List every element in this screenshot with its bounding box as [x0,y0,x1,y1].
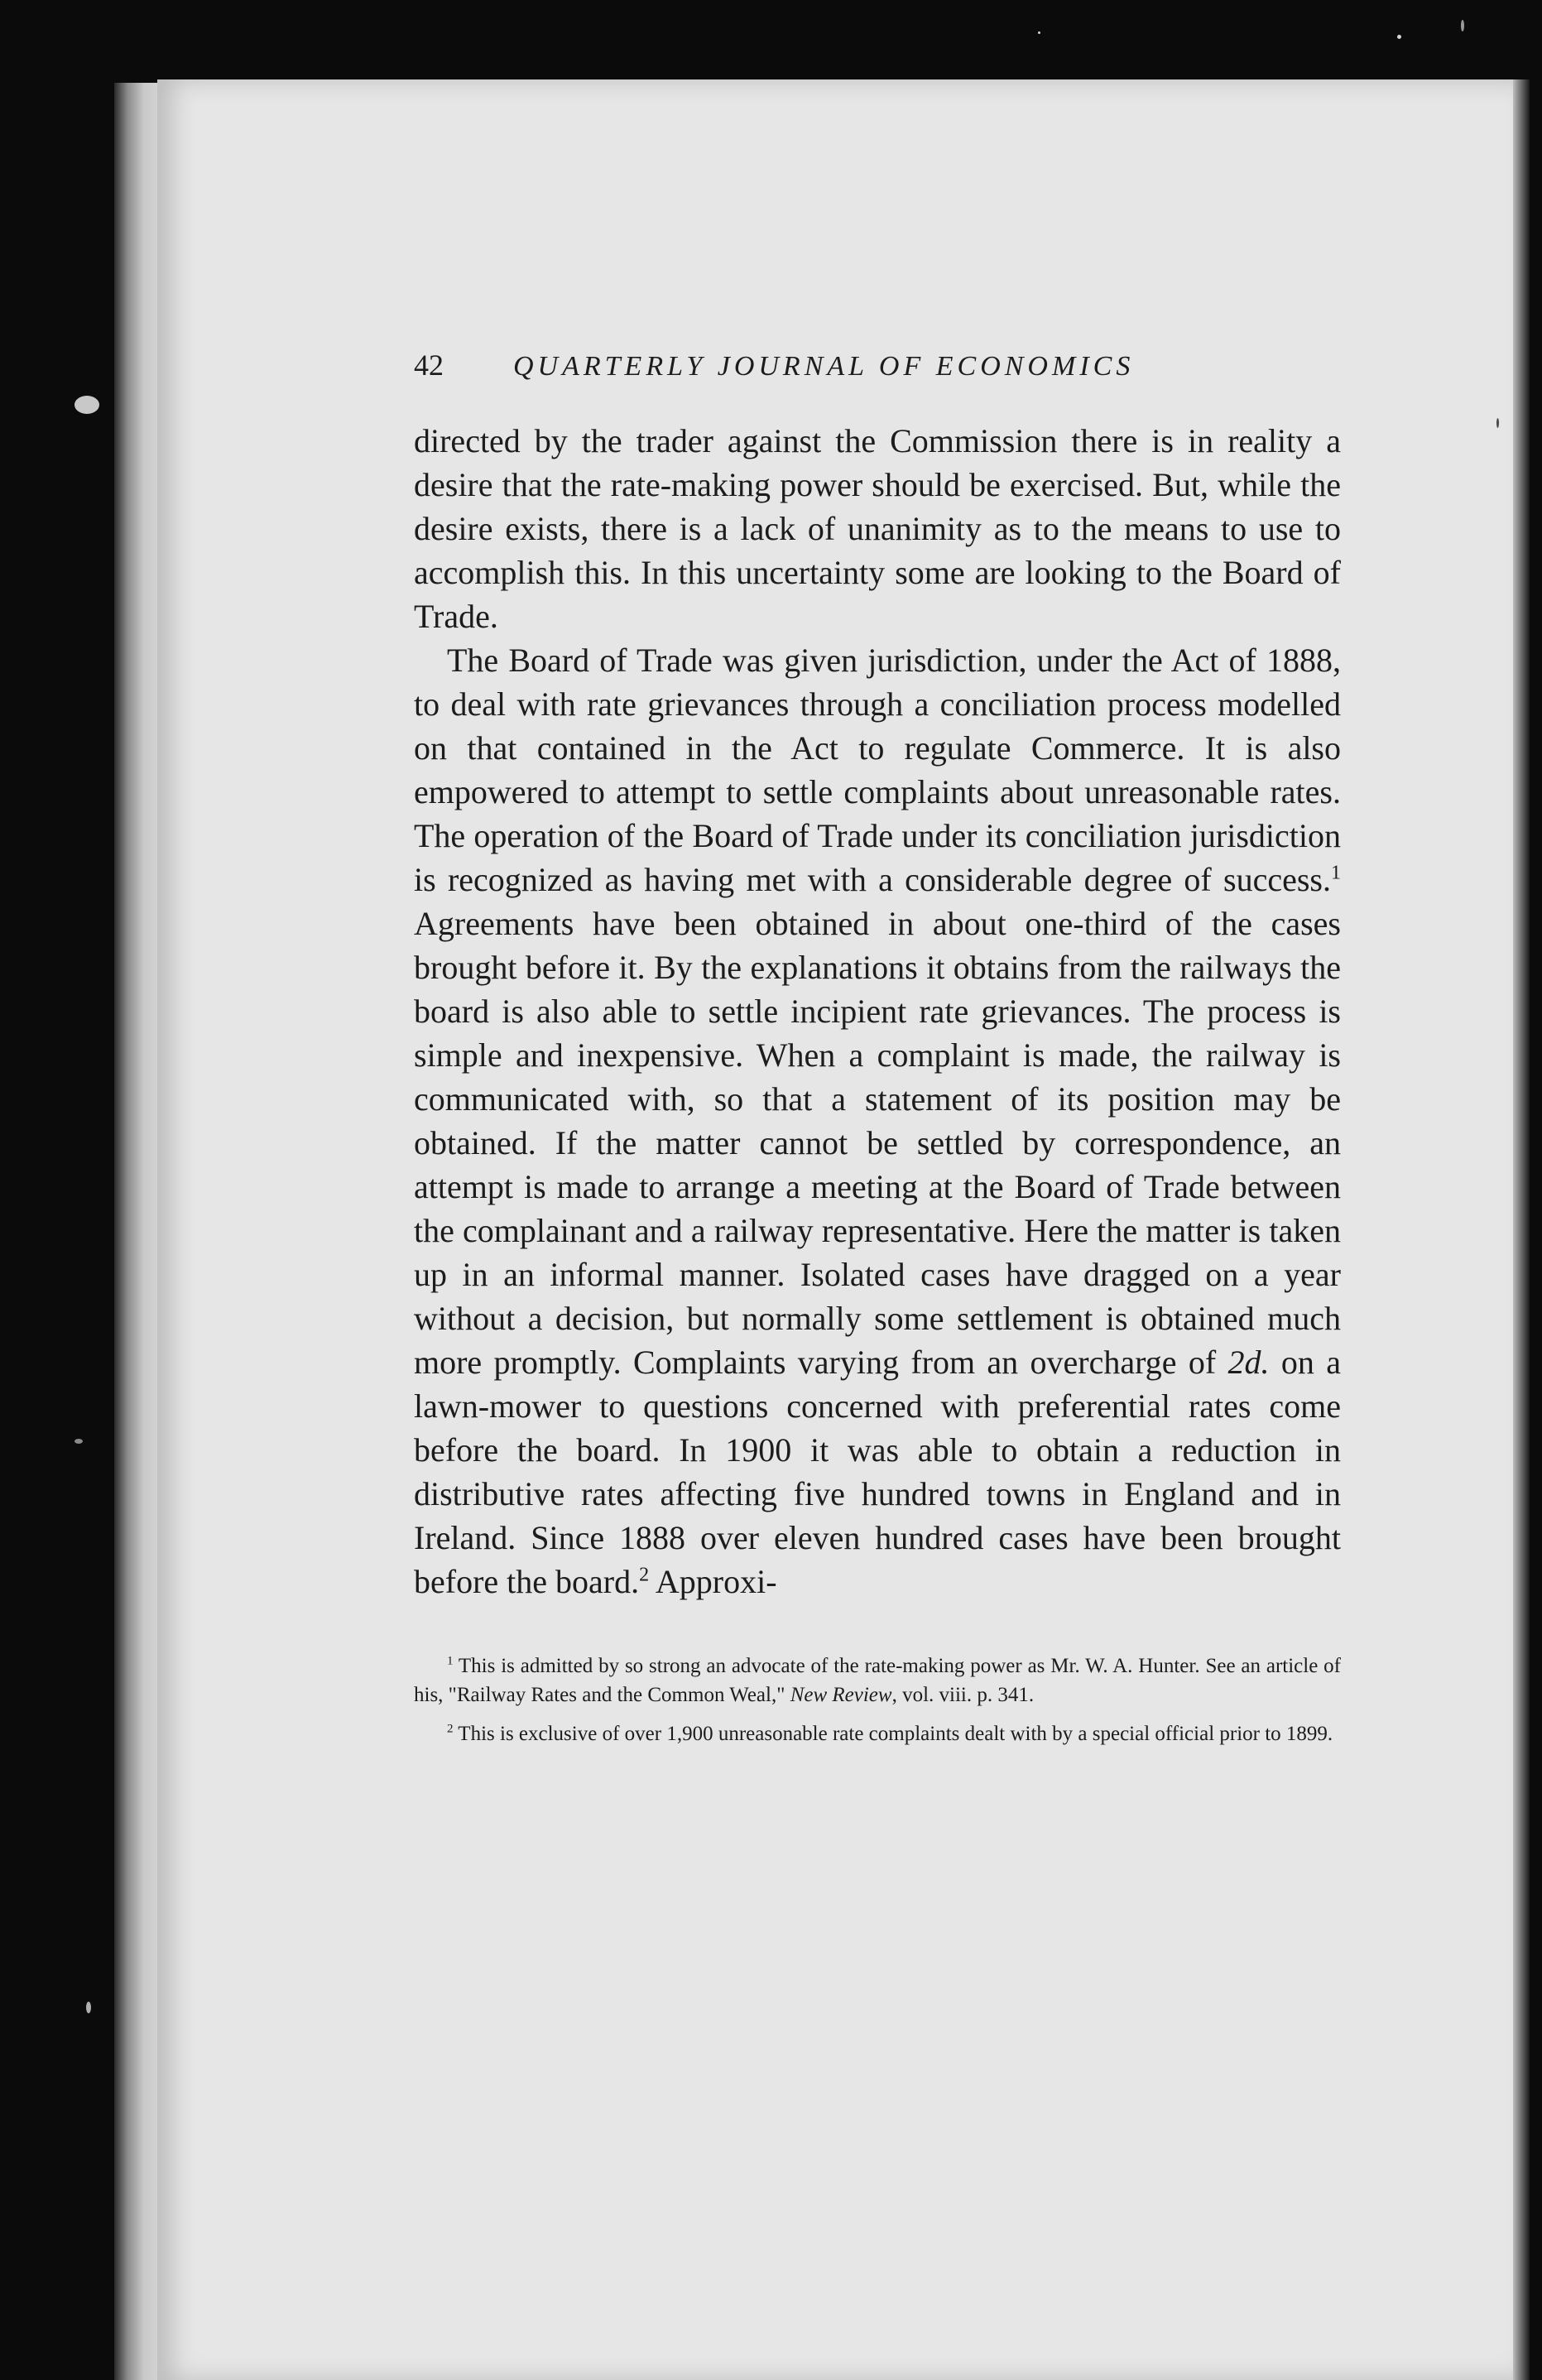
currency-amount: 2d. [1227,1344,1270,1381]
page-right-edge [1513,79,1530,2380]
footnotes [414,1652,1341,1748]
footnote-1-marker: 1 [447,1654,454,1668]
footnote-2-marker: 2 [447,1722,454,1736]
body-paragraph-1: directed by the trader against the Commission there is in reality a desire that the rate-making power should be exercised. But, while the desire exists, there is a lack of unanimity as to the means to use to accomplish this. In this uncertainty some are looking to the Board of Trade. [414,422,1341,635]
footnote-1-publication: New Review [790,1684,892,1706]
paragraph-2-text-a: The Board of Trade was given jurisdiction, under the Act of 1888, to deal with rate grievances through a conciliation process modelled on that contained in the Act to regulate Commerce. It is also empowered to attempt to settle complaints about unreasonable rates. The operation of the Board of Trade under its conciliation jurisdiction is recognized as having met with a considerable degree of success. [414,642,1341,898]
running-head [414,348,1341,397]
page-number: 42 [414,349,444,382]
footnote-2-text: This is exclusive of over 1,900 unreasonable rate complaints dealt with by a special official prior to 1899. [453,1723,1333,1745]
body-text [414,419,1341,1603]
footnote-2 [414,1719,1341,1748]
footnote-1-text-a: This is admitted by so strong an advocate of the rate-making power as Mr. W. A. Hunter. See an article of his, "Railway Rates and the Common Weal," [414,1655,1341,1706]
journal-title: QUARTERLY JOURNAL OF ECONOMICS [513,351,1135,382]
footnote-ref-2: 2 [639,1564,650,1586]
paragraph-2-text-d: Approxi- [649,1563,777,1600]
body-paragraph-2 [414,638,1341,1603]
footnote-ref-1: 1 [1331,862,1341,884]
page-content [414,348,1341,1758]
paragraph-2-text-b: Agreements have been obtained in about one-third of the cases brought before it. By the explanations it obtains from the railways the board is also able to settle incipient rate grievances. The process is simple and inexpensive. When a complaint is made, the railway is communicated with, so that a statement of its position may be obtained. If the matter cannot be settled by correspondence, an attempt is made to arrange a meeting at the Board of Trade between the complainant and a railway representative. Here the matter is taken up in an informal manner. Isolated cases have dragged on a year without a decision, but normally some settlement is obtained much more promptly. Complaints varying from an overcharge of [414,905,1341,1381]
footnote-1 [414,1652,1341,1709]
paragraph-2-text-c: on a lawn-mower to questions concerned with preferential rates come before the board. In 1900 it was able to obtain a reduction in distributive rates affecting five hundred towns in England and in Ireland. Since 1888 over eleven hundred cases have been brought before the board. [414,1344,1341,1600]
footnote-1-text-b: , vol. viii. p. 341. [891,1684,1035,1706]
